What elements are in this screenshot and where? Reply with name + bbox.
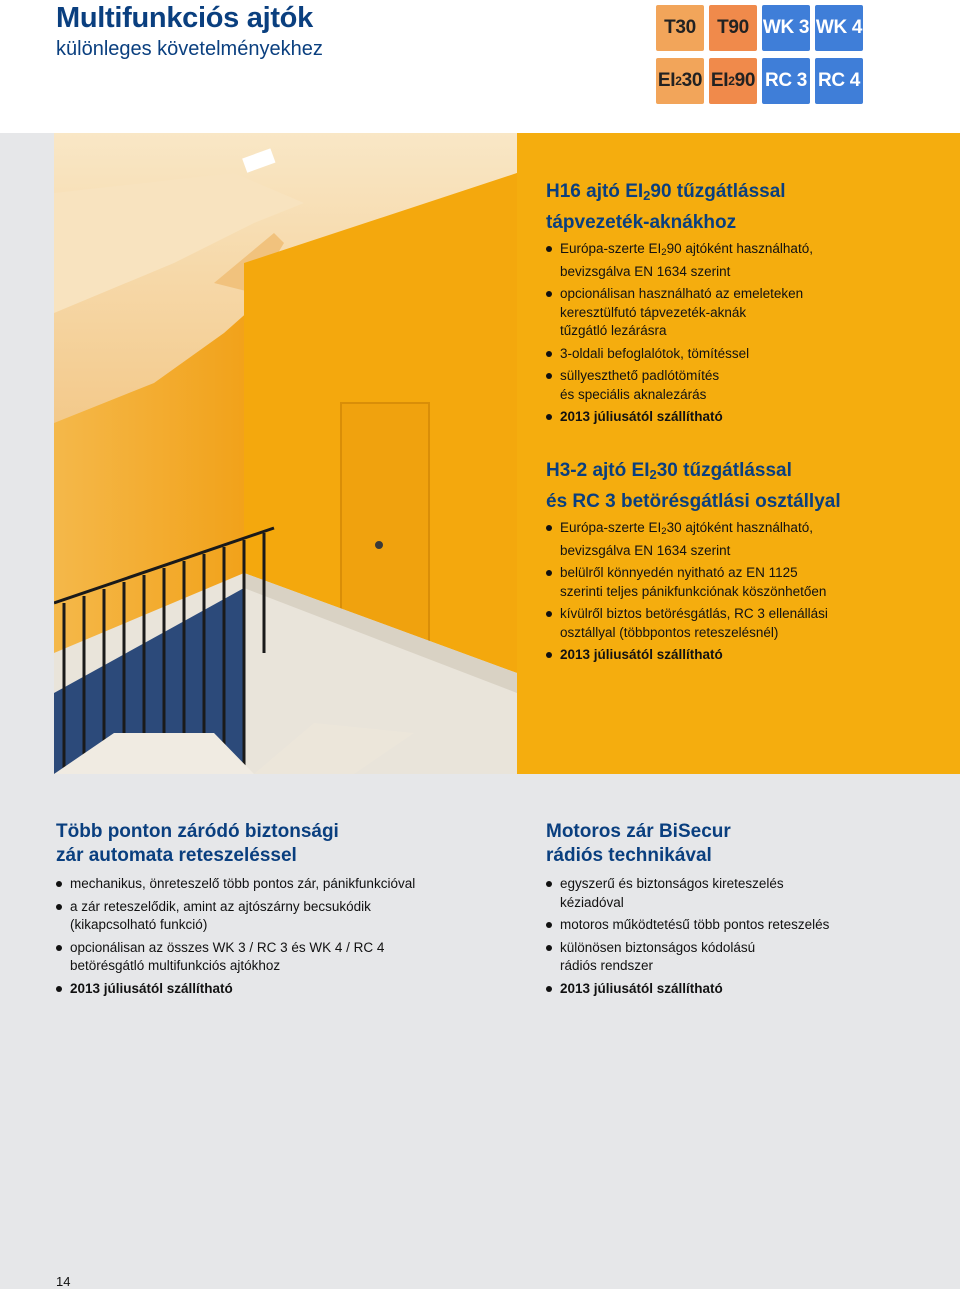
badge-t30 bbox=[656, 5, 704, 51]
list-item bbox=[546, 939, 946, 976]
h32-item3-line1: kívülről biztos betörésgátlás, RC 3 ellenállási bbox=[560, 606, 828, 621]
badge-ei230 bbox=[656, 58, 704, 104]
multipoint-heading bbox=[56, 820, 339, 868]
badge-ei290-suffix: 90 bbox=[734, 70, 756, 91]
list-item bbox=[546, 519, 946, 560]
h16-feature-list bbox=[546, 240, 946, 431]
h16-item4-line1: süllyeszthető padlótömítés bbox=[560, 368, 720, 383]
badge-rc4 bbox=[815, 58, 863, 104]
badge-wk3 bbox=[762, 5, 810, 51]
badge-rc4-label: RC 4 bbox=[817, 70, 861, 91]
multipoint-item3-line1: opcionálisan az összes WK 3 / RC 3 és WK 4 / RC 4 bbox=[70, 939, 385, 955]
badge-rc3-label: RC 3 bbox=[764, 70, 808, 91]
multipoint-item1: mechanikus, önreteszelő több pontos zár, pánikfunkcióval bbox=[70, 876, 416, 891]
h16-heading-line1 bbox=[546, 178, 786, 209]
list-item bbox=[546, 564, 946, 601]
h32-item2-line2: szerinti teljes pánikfunkciónak köszönhetően bbox=[560, 583, 827, 599]
h16-heading-b: 90 tűzgátlással bbox=[650, 181, 786, 202]
list-item bbox=[56, 898, 476, 935]
bisecur-item1-line2: kéziadóval bbox=[560, 894, 624, 910]
list-item bbox=[546, 980, 946, 999]
badge-wk3-label: WK 3 bbox=[762, 17, 810, 38]
list-item bbox=[56, 875, 476, 894]
h32-item1-a: Európa-szerte EI bbox=[560, 520, 662, 535]
list-item bbox=[546, 367, 946, 404]
list-item bbox=[546, 240, 946, 281]
h16-item4-line2: és speciális aknalezárás bbox=[560, 386, 707, 402]
page-title: Multifunkciós ajtók bbox=[56, 2, 313, 34]
badge-rc3 bbox=[762, 58, 810, 104]
bisecur-heading-line1: Motoros zár BiSecur bbox=[546, 821, 731, 842]
h32-item1-sub: 2 bbox=[661, 526, 667, 537]
multipoint-item2-line1: a zár reteszelődik, amint az ajtószárny becsukódik bbox=[70, 898, 371, 914]
stairwell-illustration bbox=[54, 133, 517, 774]
badge-ei290-prefix: EI bbox=[710, 70, 729, 91]
h32-heading bbox=[546, 457, 841, 515]
h16-item1-b: 90 ajtóként használható, bbox=[666, 241, 813, 256]
badge-wk4-label: WK 4 bbox=[815, 17, 863, 38]
list-item bbox=[546, 345, 946, 364]
h16-item5: 2013 júliusától szállítható bbox=[560, 409, 723, 424]
h16-item1-line2: bevizsgálva EN 1634 szerint bbox=[560, 263, 731, 279]
h32-heading-sub: 2 bbox=[649, 467, 657, 482]
multipoint-feature-list bbox=[56, 875, 476, 1002]
bisecur-heading-line2: rádiós technikával bbox=[546, 845, 712, 866]
h32-item3-line2: osztállyal (többpontos reteszelésnél) bbox=[560, 624, 779, 640]
h32-heading-a: H3-2 ajtó EI bbox=[546, 460, 650, 481]
h16-heading-sub: 2 bbox=[643, 188, 651, 203]
stairwell-photo bbox=[54, 133, 517, 774]
badge-ei290-sub: 2 bbox=[728, 74, 735, 88]
multipoint-item3-line2: betörésgátló multifunkciós ajtókhoz bbox=[70, 958, 281, 973]
h16-item1-sub: 2 bbox=[661, 247, 667, 258]
list-item bbox=[546, 875, 946, 912]
h16-heading-a: H16 ajtó EI bbox=[546, 181, 644, 202]
h16-item3: 3-oldali befoglalótok, tömítéssel bbox=[560, 345, 750, 361]
list-item bbox=[56, 939, 476, 976]
list-item bbox=[56, 980, 476, 999]
badge-ei230-sub: 2 bbox=[675, 74, 682, 88]
bisecur-item3-line2: rádiós rendszer bbox=[560, 958, 654, 973]
list-item bbox=[546, 285, 946, 341]
multipoint-heading-line2: zár automata reteszeléssel bbox=[56, 845, 297, 866]
h32-item1-line2: bevizsgálva EN 1634 szerint bbox=[560, 542, 731, 558]
h16-item1-a: Európa-szerte EI bbox=[560, 241, 662, 256]
h32-heading-b: 30 tűzgátlással bbox=[656, 460, 792, 481]
h32-item4: 2013 júliusától szállítható bbox=[560, 647, 723, 662]
badge-wk4 bbox=[815, 5, 863, 51]
multipoint-item4: 2013 júliusától szállítható bbox=[70, 980, 233, 996]
bisecur-item1-line1: egyszerű és biztonságos kireteszelés bbox=[560, 876, 784, 891]
h16-item2-line2: keresztülfutó tápvezeték-aknák bbox=[560, 304, 747, 320]
h32-feature-list bbox=[546, 519, 946, 669]
bisecur-heading bbox=[546, 820, 731, 868]
bisecur-feature-list bbox=[546, 875, 946, 1002]
badge-t90-label: T90 bbox=[717, 17, 749, 38]
bisecur-item4: 2013 júliusától szállítható bbox=[560, 980, 723, 996]
bisecur-item3-line1: különösen biztonságos kódolású bbox=[560, 939, 756, 955]
h32-item1-b: 30 ajtóként használható, bbox=[666, 520, 813, 535]
list-item bbox=[546, 605, 946, 642]
multipoint-heading-line1: Több ponton záródó biztonsági bbox=[56, 821, 339, 842]
list-item bbox=[546, 916, 946, 935]
badge-ei230-suffix: 30 bbox=[681, 70, 703, 91]
list-item bbox=[546, 408, 946, 427]
page-number: 14 bbox=[56, 1274, 71, 1289]
h16-heading-line2: tápvezeték-aknákhoz bbox=[546, 212, 737, 233]
badge-ei230-prefix: EI bbox=[657, 70, 676, 91]
bisecur-item2: motoros működtetésű több pontos reteszelés bbox=[560, 917, 830, 932]
page-subtitle: különleges követelményekhez bbox=[56, 38, 323, 60]
h32-item2-line1: belülről könnyedén nyitható az EN 1125 bbox=[560, 565, 798, 580]
h32-heading-line1 bbox=[546, 457, 841, 488]
h16-heading bbox=[546, 178, 786, 236]
badge-t30-label: T30 bbox=[664, 17, 696, 38]
multipoint-item2-line2: (kikapcsolható funkció) bbox=[70, 917, 208, 932]
h16-item2-line3: tűzgátló lezárásra bbox=[560, 323, 667, 338]
list-item bbox=[546, 646, 946, 665]
badge-t90 bbox=[709, 5, 757, 51]
badge-ei290 bbox=[709, 58, 757, 104]
h16-item2-line1: opcionálisan használható az emeleteken bbox=[560, 286, 804, 301]
h32-heading-line2: és RC 3 betörésgátlási osztállyal bbox=[546, 491, 841, 512]
